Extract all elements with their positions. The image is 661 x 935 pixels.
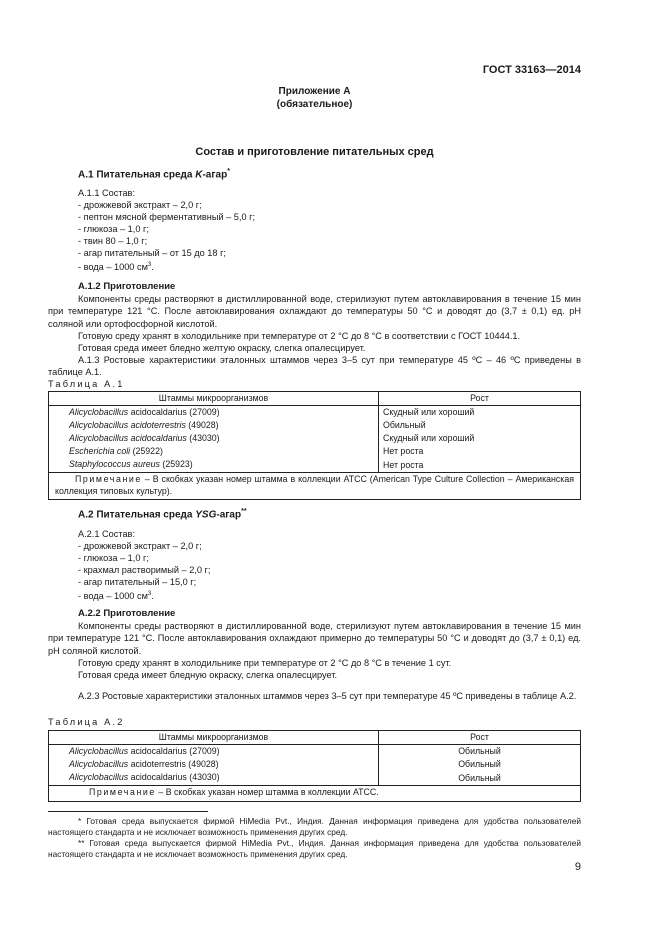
strain-cell: Alicyclobacillus acidoterrestris (49028) <box>49 758 379 771</box>
table-note: Примечание – В скобках указан номер штамма в коллекции АТСС (American Type Culture Collection – Американская коллекция типовых культур). <box>49 473 581 500</box>
table-row <box>49 745 581 759</box>
table-a2 <box>48 730 581 802</box>
a1-prep-paragraph: Компоненты среды растворяют в дистиллированной воде, стерилизуют путем автоклавирования в течение 15 мин при температуре 121 °С. После автоклавирования охлаждают до температуры 50 °С и доводят до (3,7 ± 0,1) ед. pH соляной или ортофосфорной кислотой. <box>48 294 581 329</box>
table-a1-caption: Таблица А.1 <box>48 379 125 389</box>
strain-cell: Alicyclobacillus acidoterrestris (49028) <box>49 419 379 432</box>
growth-cell: Нет роста <box>379 445 581 458</box>
section-a1-heading: А.1 Питательная среда K-агар* <box>78 168 230 181</box>
main-title: Состав и приготовление питательных сред <box>195 146 434 158</box>
table-header-row <box>49 392 581 406</box>
growth-cell: Скудный или хороший <box>379 432 581 445</box>
column-header: Штаммы микроорганизмов <box>49 731 379 745</box>
a1-prep-title: А.1.2 Приготовление <box>78 281 176 292</box>
footnote: ** Готовая среда выпускается фирмой HiMedia Pvt., Индия. Данная информация приведена для удобства пользователей настоящего стандарта и не исключает возможность применения других сред. <box>48 838 581 859</box>
a2-item: - дрожжевой экстракт – 2,0 г; <box>78 541 202 551</box>
strain-cell: Alicyclobacillus acidocaldarius (27009) <box>49 745 379 759</box>
table-row <box>49 406 581 420</box>
a2-item: - крахмал растворимый – 2,0 г; <box>78 565 211 575</box>
growth-cell: Нет роста <box>379 458 581 473</box>
annex-title: Приложение А <box>278 86 351 97</box>
growth-cell: Скудный или хороший <box>379 406 581 420</box>
growth-cell: Обильный <box>379 771 581 786</box>
a1-composition-title: А.1.1 Состав: <box>78 188 135 198</box>
strain-cell: Alicyclobacillus acidocaldarius (27009) <box>49 406 379 420</box>
a2-item: - агар питательный – 15,0 г; <box>78 577 197 587</box>
page-number: 9 <box>574 861 581 873</box>
table-a2-caption: Таблица А.2 <box>48 717 125 727</box>
table-row <box>49 432 581 445</box>
a2-prep-title: А.2.2 Приготовление <box>78 608 176 619</box>
column-header: Рост <box>379 731 581 745</box>
column-header: Рост <box>379 392 581 406</box>
table-header-row <box>49 731 581 745</box>
a2-composition-title: А.2.1 Состав: <box>78 529 135 539</box>
a2-item: - глюкоза – 1,0 г; <box>78 553 149 563</box>
table-a1 <box>48 391 581 500</box>
column-header: Штаммы микроорганизмов <box>49 392 379 406</box>
table-row <box>49 445 581 458</box>
a2-item-water: - вода – 1000 $см^3$. <box>78 591 154 602</box>
a1-item: - твин 80 – 1,0 г; <box>78 236 148 246</box>
table-note-row <box>49 473 581 500</box>
a1-prep-paragraph: Готовую среду хранят в холодильнике при температуре от 2 °С до 8 °С в соответствии с ГОСТ 10444.1. <box>78 331 521 341</box>
section-a2-heading: А.2 Питательная среда YSG-агар** <box>78 508 247 521</box>
table-row <box>49 758 581 771</box>
footnote-separator <box>48 811 208 812</box>
strain-cell: Alicyclobacillus acidocaldarius (43030) <box>49 432 379 445</box>
a2-prep-paragraph: Готовую среду хранят в холодильнике при температуре от 2 °С до 8 °С в течение 1 сут. <box>78 658 452 668</box>
a1-item: - агар питательный – от 15 до 18 г; <box>78 248 226 258</box>
table-note: Примечание – В скобках указан номер штамма в коллекции АТСС. <box>49 786 581 802</box>
annex-subtitle: (обязательное) <box>276 99 353 110</box>
a2-growth-paragraph: А.2.3 Ростовые характеристики эталонных штаммов через 3–5 сут при температуре 45 ºС приведены в таблице А.2. <box>78 691 577 701</box>
growth-cell: Обильный <box>379 745 581 759</box>
a1-item-water: - вода – 1000 $см^3$. <box>78 262 154 273</box>
a1-item: - дрожжевой экстракт – 2,0 г; <box>78 200 202 210</box>
strain-cell: Escherichia coli (25922) <box>49 445 379 458</box>
a1-growth-paragraph: А.1.3 Ростовые характеристики эталонных штаммов через 3–5 сут при температуре 45 ºС – 46 ºС приведены в таблице А.1. <box>48 355 581 378</box>
a1-item: - глюкоза – 1,0 г; <box>78 224 149 234</box>
a2-prep-paragraph: Компоненты среды растворяют в дистиллированной воде, стерилизуют путем автоклавирования в течение 15 мин при температуре 121 °С. После автоклавирования охлаждают примерно до температуры 50 °С и доводят до (3,7 ± 0,1) ед. pH соляной кислотой. <box>48 621 581 656</box>
a1-prep-paragraph: Готовая среда имеет бледно желтую окраску, слегка опалесцирует. <box>78 343 366 353</box>
footnote: * Готовая среда выпускается фирмой HiMedia Pvt., Индия. Данная информация приведена для удобства пользователей настоящего стандарта и не исключает возможность применения других сред. <box>48 816 581 837</box>
growth-cell: Обильный <box>379 419 581 432</box>
a1-item: - пептон мясной ферментативный – 5,0 г; <box>78 212 256 222</box>
table-note-row <box>49 786 581 802</box>
strain-cell: Staphylococcus aureus (25923) <box>49 458 379 473</box>
a2-prep-paragraph: Готовая среда имеет бледную окраску, слегка опалесцирует. <box>78 670 338 680</box>
strain-cell: Alicyclobacillus acidocaldarius (43030) <box>49 771 379 786</box>
table-row <box>49 419 581 432</box>
table-row <box>49 771 581 786</box>
standard-number: ГОСТ 33163—2014 <box>482 64 581 76</box>
table-row <box>49 458 581 473</box>
growth-cell: Обильный <box>379 758 581 771</box>
